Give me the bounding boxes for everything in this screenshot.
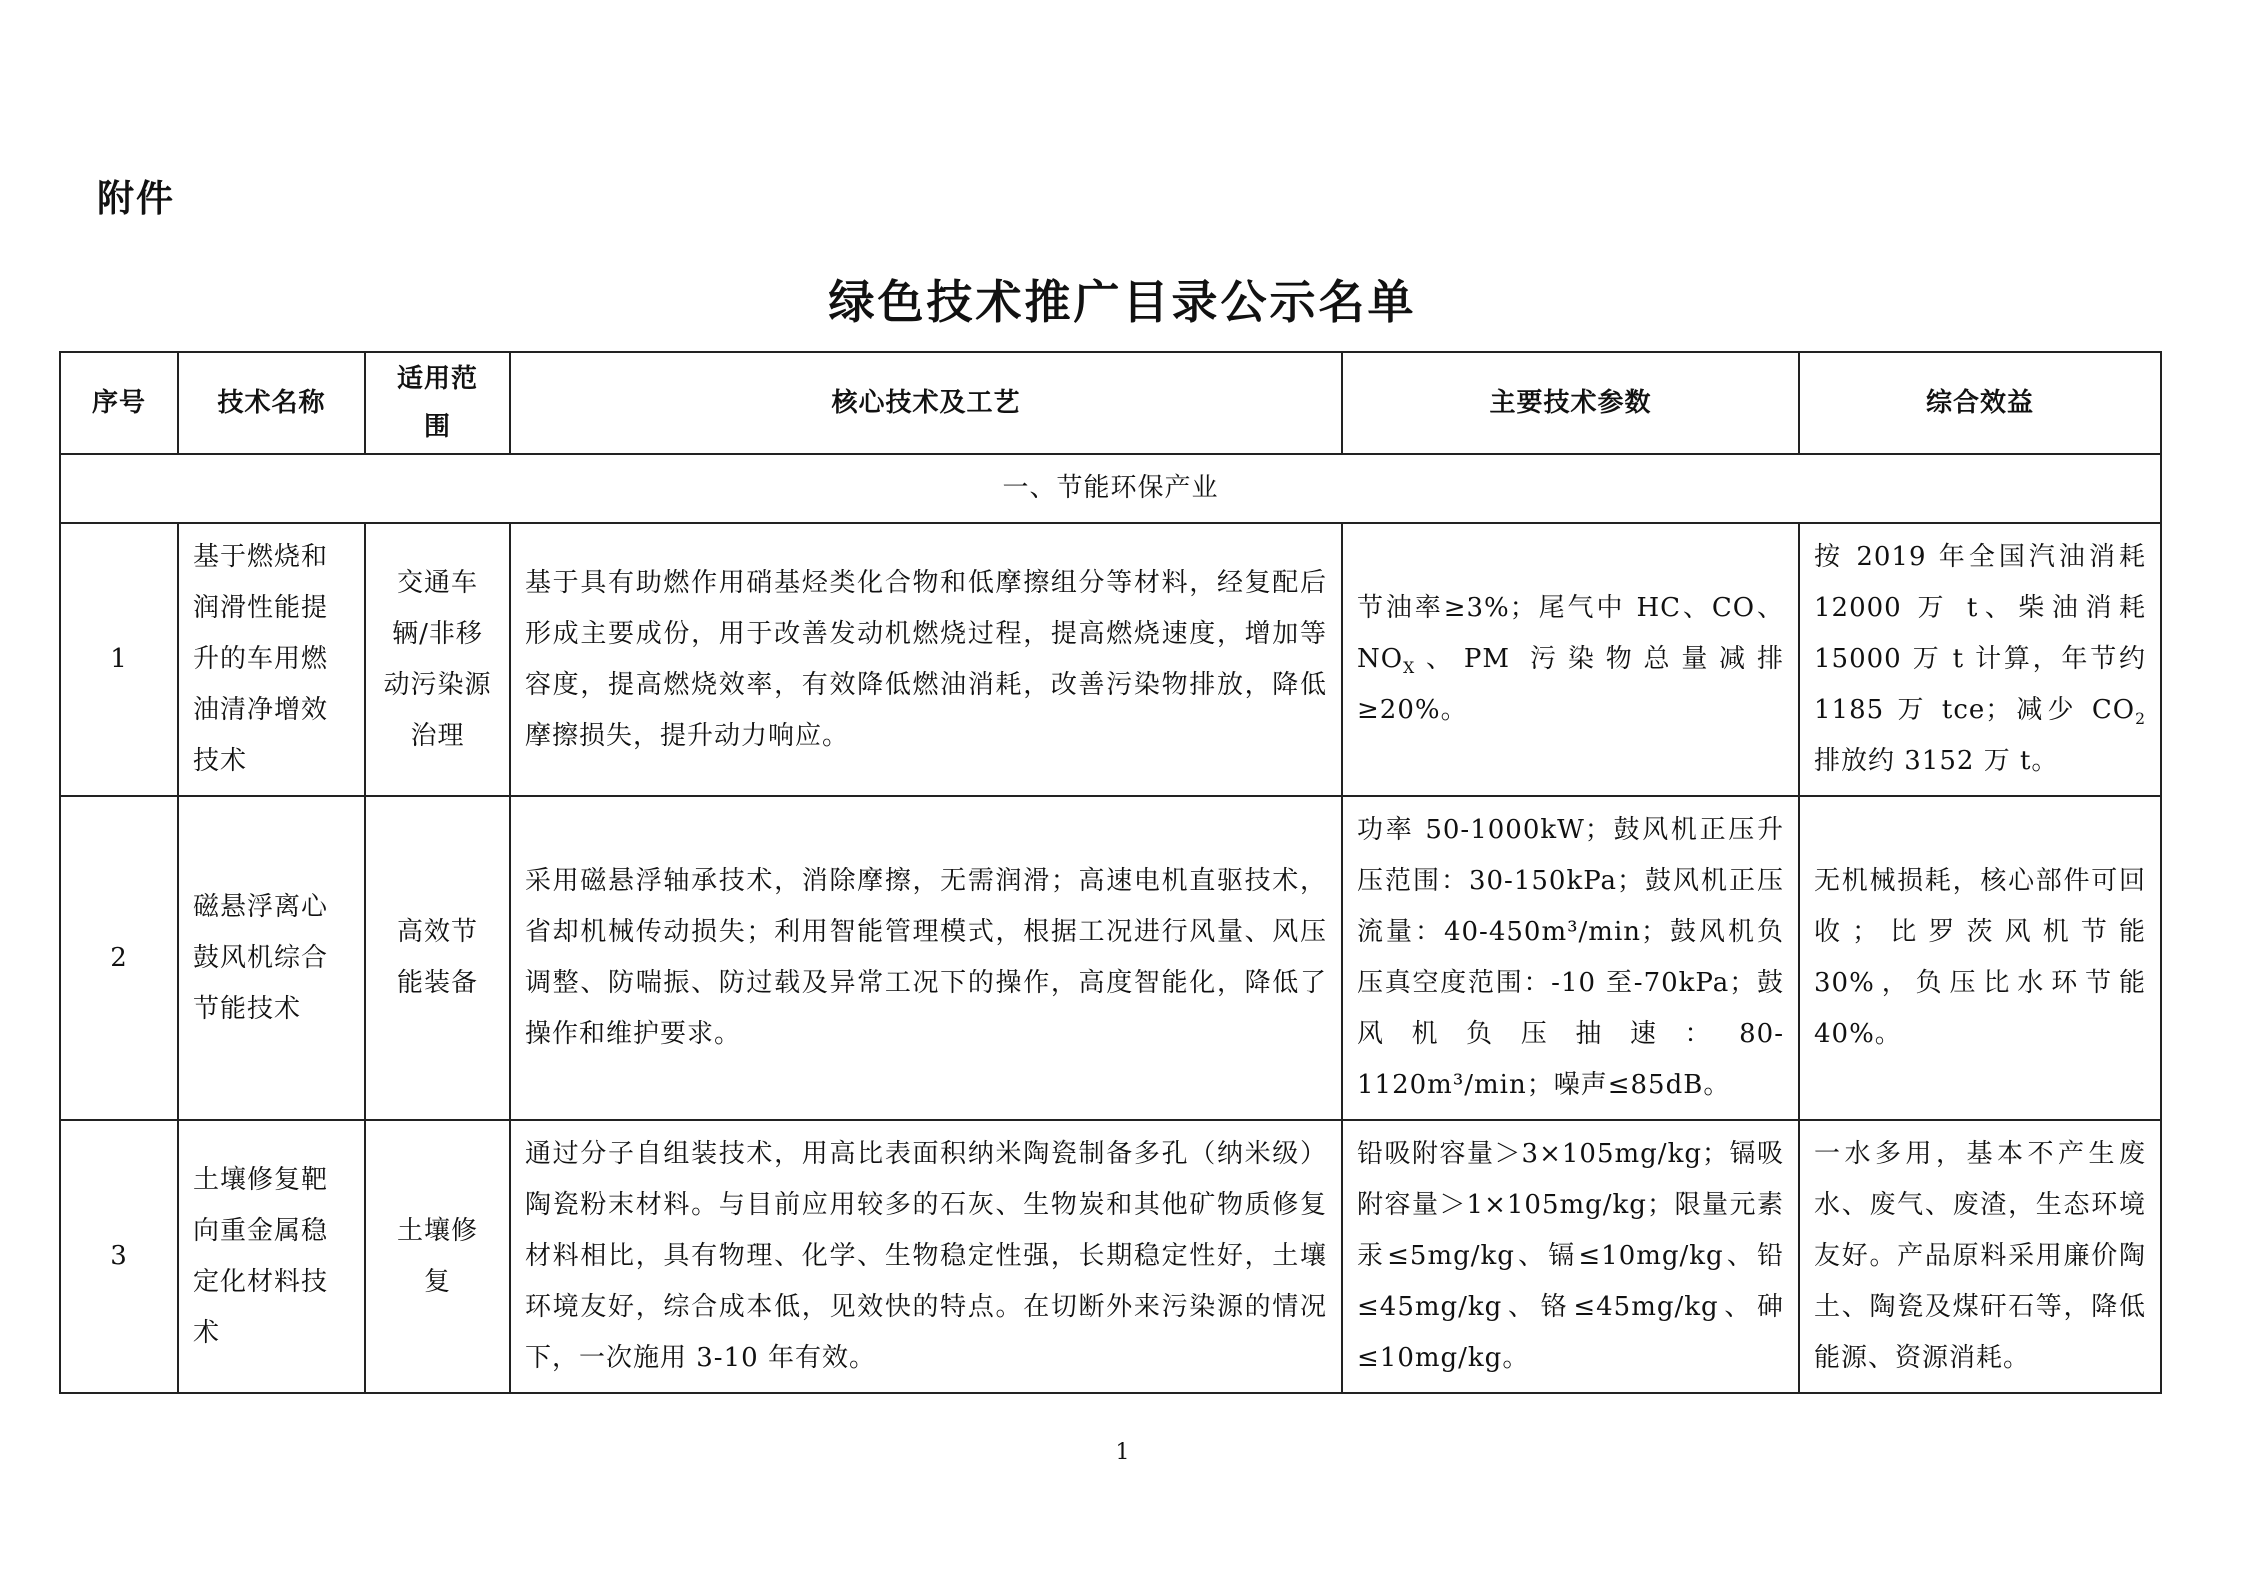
row-benefit: 一水多用，基本不产生废水、废气、废渣，生态环境友好。产品原料采用廉价陶土、陶瓷及煤矸石等，降低能源、资源消耗。 xyxy=(1799,1120,2161,1393)
row-tech-name: 基于燃烧和润滑性能提升的车用燃油清净增效技术 xyxy=(178,523,365,796)
header-params: 主要技术参数 xyxy=(1342,352,1799,454)
table-row xyxy=(60,523,2161,796)
table-row xyxy=(60,796,2161,1120)
row-params: 功率 50-1000kW；鼓风机正压升压范围：30-150kPa；鼓风机正压流量：40-450m³/min；鼓风机负压真空度范围：-10 至-70kPa；鼓风机负压抽速：80-1120m³/min；噪声≤85dB。 xyxy=(1342,796,1799,1120)
row-params: 铅吸附容量＞3×105mg/kg；镉吸附容量＞1×105mg/kg；限量元素汞≤5mg/kg、镉≤10mg/kg、铅≤45mg/kg、铬≤45mg/kg、砷≤10mg/kg。 xyxy=(1342,1120,1799,1393)
document-title: 绿色技术推广目录公示名单 xyxy=(828,275,1417,329)
benefit-text-b: 排放约 3152 万 t。 xyxy=(1814,746,2059,776)
benefit-text-a: 按 2019 年全国汽油消耗 12000 万 t、柴油消耗 15000 万 t 计算，年节约 1185 万 tce；减少 CO xyxy=(1814,542,2146,725)
row-scope: 交通车辆/非移动污染源治理 xyxy=(365,523,510,796)
header-seq: 序号 xyxy=(60,352,178,454)
page-number: 1 xyxy=(1115,1440,1130,1465)
row-core-process: 采用磁悬浮轴承技术，消除摩擦，无需润滑；高速电机直驱技术，省却机械传动损失；利用智能管理模式，根据工况进行风量、风压调整、防喘振、防过载及异常工况下的操作，高度智能化，降低了操作和维护要求。 xyxy=(510,796,1342,1120)
row-scope: 高效节能装备 xyxy=(365,796,510,1120)
row-seq: 2 xyxy=(60,796,178,1120)
table-header-row xyxy=(60,352,2161,454)
row-tech-name: 磁悬浮离心鼓风机综合节能技术 xyxy=(178,796,365,1120)
params-text-a: 节油率≥3%；尾气中 HC、CO、NO xyxy=(1357,593,1784,674)
row-core-process: 通过分子自组装技术，用高比表面积纳米陶瓷制备多孔（纳米级）陶瓷粉末材料。与目前应用较多的石灰、生物炭和其他矿物质修复材料相比，具有物理、化学、生物稳定性强，长期稳定性好，土壤环境友好，综合成本低，见效快的特点。在切断外来污染源的情况下，一次施用 3-10 年有效。 xyxy=(510,1120,1342,1393)
header-name: 技术名称 xyxy=(178,352,365,454)
row-params xyxy=(1342,523,1799,796)
row-core-process: 基于具有助燃作用硝基烃类化合物和低摩擦组分等材料，经复配后形成主要成份，用于改善发动机燃烧过程，提高燃烧速度，增加等容度，提高燃烧效率，有效降低燃油消耗，改善污染物排放，降低摩擦损失，提升动力响应。 xyxy=(510,523,1342,796)
header-core: 核心技术及工艺 xyxy=(510,352,1342,454)
row-tech-name: 土壤修复靶向重金属稳定化材料技术 xyxy=(178,1120,365,1393)
benefit-subscript: 2 xyxy=(2135,710,2146,729)
row-scope: 土壤修复 xyxy=(365,1120,510,1393)
header-scope: 适用范围 xyxy=(365,352,510,454)
section-title: 一、节能环保产业 xyxy=(60,454,2161,523)
params-text-b: 、PM 污染物总量减排≥20%。 xyxy=(1357,644,1784,725)
header-benefit: 综合效益 xyxy=(1799,352,2161,454)
row-seq: 3 xyxy=(60,1120,178,1393)
attachment-label: 附件 xyxy=(97,177,175,220)
row-benefit xyxy=(1799,523,2161,796)
params-subscript: X xyxy=(1403,659,1416,678)
row-benefit: 无机械损耗，核心部件可回收；比罗茨风机节能 30%，负压比水环节能 40%。 xyxy=(1799,796,2161,1120)
row-seq: 1 xyxy=(60,523,178,796)
section-row xyxy=(60,454,2161,523)
table-row xyxy=(60,1120,2161,1393)
green-tech-table xyxy=(59,351,2162,1394)
